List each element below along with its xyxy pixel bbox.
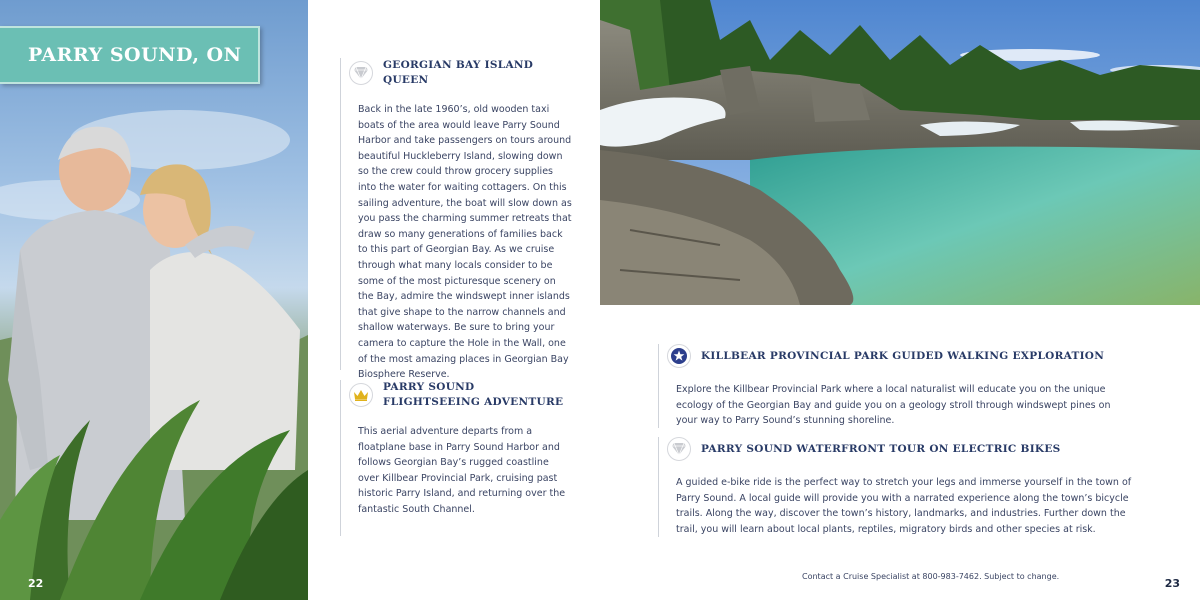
article-heading: KILLBEAR PROVINCIAL PARK GUIDED WALKING EXPLORATION <box>701 349 1105 362</box>
article-heading: PARRY SOUND FLIGHTSEEING ADVENTURE <box>383 381 564 408</box>
page-number-right: 23 <box>1164 577 1180 590</box>
article-flightseeing <box>340 380 572 536</box>
article-heading: GEORGIAN BAY ISLAND QUEEN <box>383 59 534 86</box>
page-number-left: 22 <box>28 577 44 590</box>
diamond-icon <box>349 61 373 85</box>
star-icon <box>667 344 691 368</box>
article-island-queen <box>340 58 572 381</box>
couple-photo <box>0 0 308 600</box>
article-body: Back in the late 1960’s, old wooden taxi boats of the area would leave Parry Sound Harbor and take passengers on tours around beautiful Huckleberry Island, slowing down so the crew could throw grocery supplies into the water for waiting cottagers. On this sailing adventure, the boat will slow down as you pass the charming summer retreats that draw so many generations of families back to this part of Georgian Bay. As we cruise through what many locals consider to be some of the most picturesque scenery on the Bay, admire the windswept inner islands that give shape to the narrow channels and shallow waterways. Be sure to bring your camera to capture the Hole in the Wall, one of the most amazing places in Georgian Bay Biosphere Reserve. <box>358 104 572 381</box>
article-body: This aerial adventure departs from a floatplane base in Parry Sound Harbor and follows Georgian Bay’s rugged coastline over Killbear Provincial Park, cruising past historic Parry Island, and returning over the fantastic South Channel. <box>358 426 566 515</box>
article-body: A guided e-bike ride is the perfect way to stretch your legs and immerse yourself in the town of Parry Sound. A local guide will provide you with a narrated experience along the town’s bicycle trails. Along the way, discover the town’s history, landmarks, and industries. Further down the trail, you will learn about local plants, reptiles, migratory birds and other species at risk. <box>676 477 1132 535</box>
contact-footer-note: Contact a Cruise Specialist at 800-983-7462. Subject to change. <box>802 572 1060 581</box>
article-body: Explore the Killbear Provincial Park where a local naturalist will educate you on the unique ecology of the Georgian Bay and guide you on a geology stroll through windswept pines on your way to Parry Sound’s stunning shoreline. <box>676 384 1111 427</box>
article-killbear-walk <box>658 344 1128 428</box>
shoreline-illustration <box>600 0 1200 305</box>
diamond-icon <box>667 437 691 461</box>
couple-illustration <box>0 0 308 600</box>
location-title-banner <box>0 26 260 84</box>
page-title: PARRY SOUND, ON <box>28 44 242 66</box>
crown-icon <box>349 383 373 407</box>
article-heading: PARRY SOUND WATERFRONT TOUR ON ELECTRIC BIKES <box>701 442 1061 455</box>
shoreline-photo <box>600 0 1200 305</box>
article-ebike-tour <box>658 437 1138 537</box>
